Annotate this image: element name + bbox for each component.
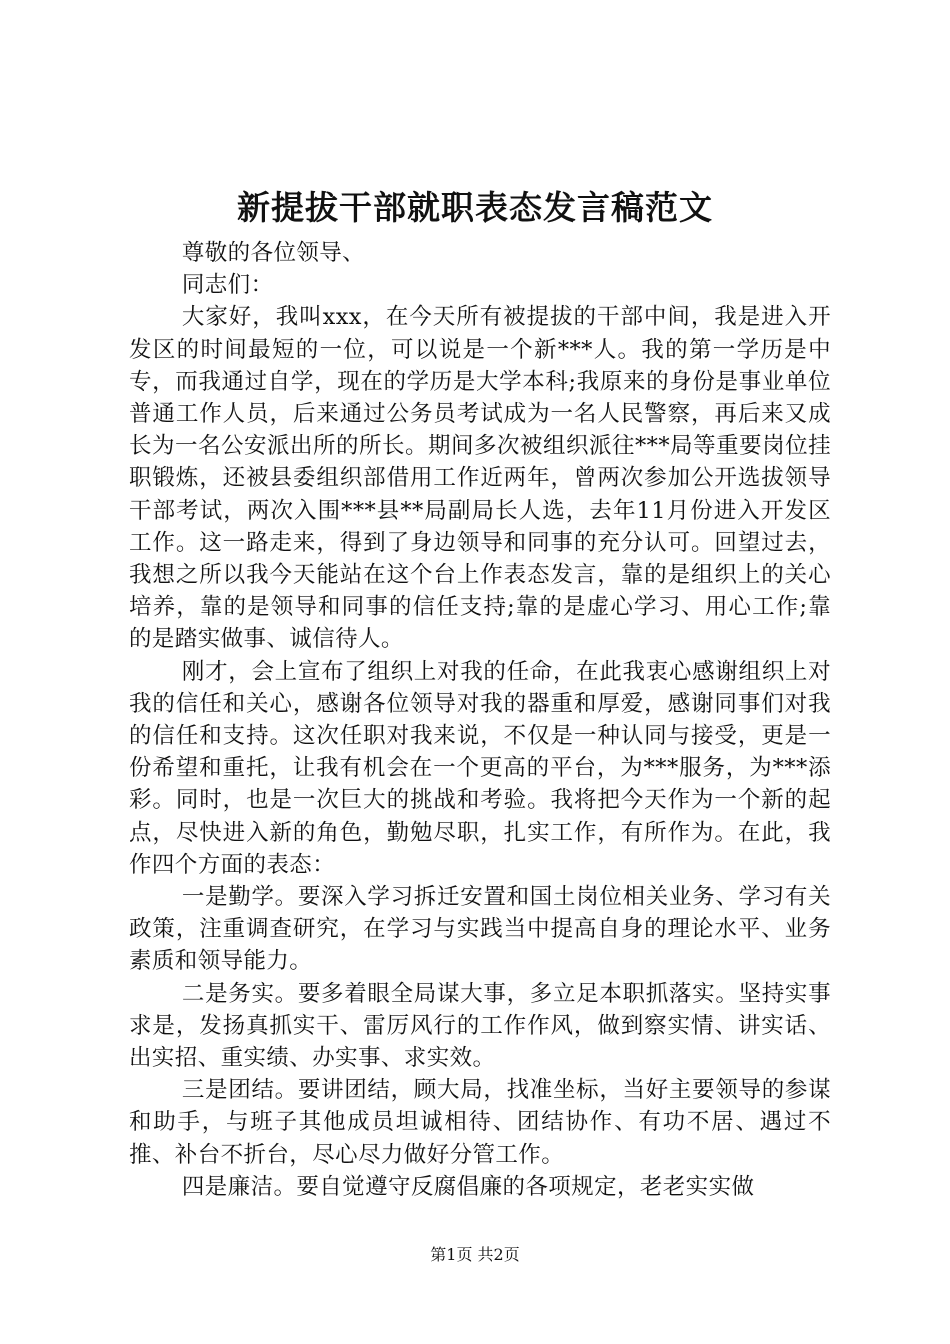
- paragraph: 大家好，我叫xxx，在今天所有被提拔的干部中间，我是进入开发区的时间最短的一位，可以说是一个新***人。我的第一学历是中专，而我通过自学，现在的学历是大学本科;我原来的身份是事业单位普通工作人员，后来通过公务员考试成为一名人民警察，再后来又成长为一名公安派出所的所长。期间多次被组织派往***局等重要岗位挂职锻炼，还被县委组织部借用工作近两年，曾两次参加公开选拔领导干部考试，两次入围***县**局副局长人选，去年11月份进入开发区工作。这一路走来，得到了身边领导和同事的充分认可。回望过去，我想之所以我今天能站在这个台上作表态发言，靠的是组织上的关心培养，靠的是领导和同事的信任支持;靠的是虚心学习、用心工作;靠的是踏实做事、诚信待人。: [129, 304, 831, 653]
- salutation-line: 同志们：: [181, 272, 274, 299]
- paragraph: 四是廉洁。要自觉遵守反腐倡廉的各项规定，老老实实做: [181, 1173, 755, 1200]
- paragraph: 刚才，会上宣布了组织上对我的任命，在此我衷心感谢组织上对我的信任和关心，感谢各位领导对我的器重和厚爱，感谢同事们对我的信任和支持。这次任职对我来说，不仅是一种认同与接受，更是一份希望和重托，让我有机会在一个更高的平台，为***服务，为***添彩。同时，也是一次巨大的挑战和考验。我将把今天作为一个新的起点，尽快进入新的角色，勤勉尽职，扎实工作，有所作为。在此，我作四个方面的表态：: [129, 658, 831, 878]
- document-body: [129, 237, 831, 1203]
- salutation-line: 尊敬的各位领导、: [181, 240, 366, 266]
- page-number-footer: 第1页 共2页: [430, 1245, 520, 1264]
- paragraph: 三是团结。要讲团结，顾大局，找准坐标，当好主要领导的参谋和助手，与班子其他成员坦诚相待、团结协作、有功不居、遇过不推、补台不折台，尽心尽力做好分管工作。: [129, 1077, 831, 1168]
- document-title: 新提拔干部就职表态发言稿范文: [237, 188, 713, 227]
- paragraph: 一是勤学。要深入学习拆迁安置和国土岗位相关业务、学习有关政策，注重调查研究，在学习与实践当中提高自身的理论水平、业务素质和领导能力。: [129, 884, 831, 975]
- paragraph: 二是务实。要多着眼全局谋大事，多立足本职抓落实。坚持实事求是，发扬真抓实干、雷厉风行的工作作风，做到察实情、讲实话、出实招、重实绩、办实事、求实效。: [129, 980, 831, 1072]
